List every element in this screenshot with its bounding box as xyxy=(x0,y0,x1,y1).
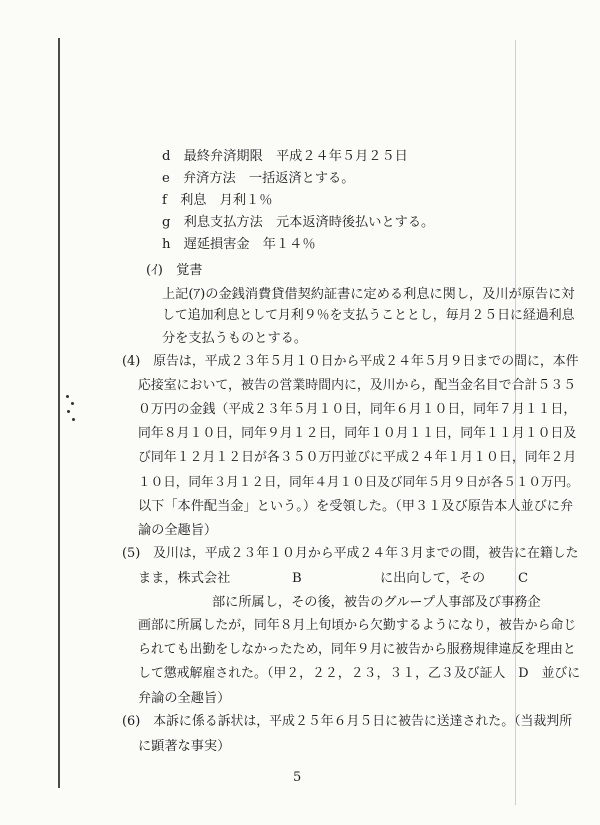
memo-heading: (ｲ) 覚書 xyxy=(146,263,203,278)
para4-line: (4) 原告は，平成２３年５月１０日から平成２４年５月９日までの間に，本件 xyxy=(122,354,579,369)
para5-line: して懲戒解雇された。（甲２，２２，２３，３１，乙３及び証人 D 並びに xyxy=(138,666,581,681)
para4-line: １０日，同年３月１２日，同年４月１０日及び同年５月９日が各５１０万円。 xyxy=(138,474,579,489)
page-number: 5 xyxy=(293,770,302,785)
scan-speck xyxy=(67,410,70,413)
para4-line: 以下「本件配当金」という。）を受領した。（甲３１及び原告本人並びに弁 xyxy=(138,499,574,514)
item-f: f 利息 月利１％ xyxy=(162,193,273,208)
redacted-placeholder-b: B xyxy=(292,571,302,586)
para6-line: に顕著な事実） xyxy=(138,739,231,754)
binding-margin-line xyxy=(58,38,60,788)
item-h: h 遅延損害金 年１４％ xyxy=(162,237,316,252)
para5-line-mid: に出向して，その xyxy=(380,571,486,586)
para6-line: (6) 本訴に係る訴状は，平成２５年６月５日に被告に送達された。（当裁判所 xyxy=(122,714,573,729)
para4-line: び同年１２月１２日が各３５０万円並びに平成２４年１月１０日，同年２月 xyxy=(138,450,577,465)
para5-line: 画部に所属したが，同年８月上旬頃から欠勤するようになり，被告から命じ xyxy=(138,618,577,633)
memo-line: して追加利息として月利９％を支払うこととし，毎月２５日に経過利息 xyxy=(162,308,575,323)
item-d: d 最終弁済期限 平成２４年５月２５日 xyxy=(162,149,408,164)
para5-line: (5) 及川は，平成２３年１０月から平成２４年３月までの間，被告に在籍した xyxy=(122,546,579,561)
scan-speck xyxy=(66,395,69,398)
para4-line: 同年８月１０日，同年９月１２日，同年１０月１１日，同年１１月１０日及 xyxy=(138,426,577,441)
para5-line-start: まま，株式会社 xyxy=(138,571,231,586)
scan-speck xyxy=(71,402,74,405)
item-e: e 弁済方法 一括返済とする。 xyxy=(162,171,355,186)
para4-line: ０万円の金銭（平成２３年５月１０日，同年６月１０日，同年７月１１日， xyxy=(138,402,577,417)
scan-speck xyxy=(72,418,75,421)
para4-line: 論の全趣旨） xyxy=(138,523,218,538)
page-edge-line xyxy=(515,40,516,805)
para5-line: 部に所属し，その後，被告のグループ人事部及び事務企 xyxy=(212,595,541,610)
item-g: g 利息支払方法 元本返済時後払いとする。 xyxy=(162,215,435,230)
para4-line: 応接室において，被告の営業時間内に，及川から，配当金名目で合計５３５ xyxy=(138,378,577,393)
para5-line: られても出勤をしなかったため，同年９月に被告から服務規律違反を理由と xyxy=(138,642,576,657)
memo-line: 上記(ｱ)の金銭消費貸借契約証書に定める利息に関し，及川が原告に対 xyxy=(162,287,575,302)
redacted-placeholder-c: C xyxy=(518,571,529,586)
memo-line: 分を支払うものとする。 xyxy=(162,331,308,346)
para5-line: 弁論の全趣旨） xyxy=(138,691,231,706)
